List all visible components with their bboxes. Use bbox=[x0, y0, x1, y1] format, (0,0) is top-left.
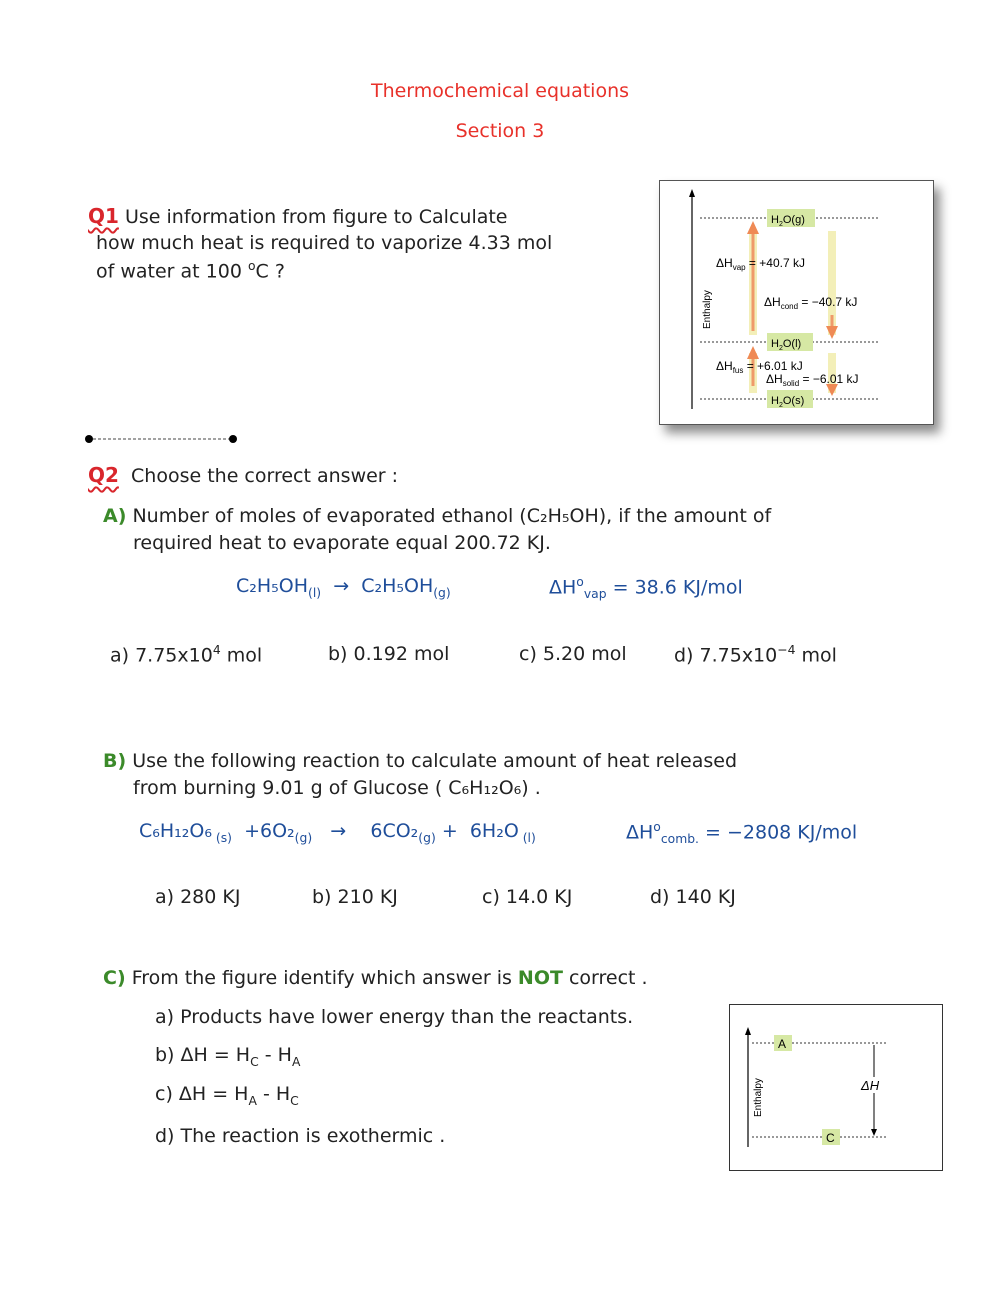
q2c-option-a[interactable]: a) Products have lower energy than the reactants. bbox=[155, 1006, 634, 1028]
q2a-letter: A) bbox=[103, 505, 127, 527]
dh-cond-label: $\Delta H_{cond} = -40.7$ kJ bbox=[764, 295, 858, 311]
not-emphasis: NOT bbox=[517, 967, 563, 989]
section-divider bbox=[84, 433, 240, 445]
liquid-label: $H_2O(l)$ bbox=[771, 338, 802, 352]
q1-line1: Q1 Use information from figure to Calculate bbox=[88, 204, 508, 228]
q2a-option-a[interactable]: a) $7.75x10^4$ mol bbox=[110, 643, 263, 667]
q1-line3: of water at 100 $^o$C ? bbox=[96, 259, 285, 283]
dh-fus-label: $\Delta H_{fus} = +6.01$ kJ bbox=[716, 359, 803, 375]
q2a-line2: required heat to evaporate equal 200.72 KJ. bbox=[133, 532, 551, 554]
q2b-option-a[interactable]: a) 280 KJ bbox=[155, 886, 241, 908]
level-a-label: A bbox=[778, 1037, 787, 1051]
dh-vap-label: $\Delta H_{vap} = +40.7$ kJ bbox=[716, 256, 805, 272]
q1-label: Q1 bbox=[88, 204, 119, 228]
enthalpy-diagram bbox=[730, 1005, 942, 1170]
q2a-line1: A) Number of moles of evaporated ethanol (C₂H₅OH), if the amount of bbox=[103, 505, 772, 527]
vap-arrowhead-icon bbox=[747, 221, 759, 234]
q2-label: Q2 bbox=[88, 463, 119, 487]
axis-arrow-icon bbox=[689, 189, 695, 197]
q2b-letter: B) bbox=[103, 750, 127, 772]
enthalpy-axis-label: Enthalpy bbox=[702, 290, 713, 329]
q2b-enthalpy: $\Delta H^o_{comb.} = -2808$ KJ/mol bbox=[626, 820, 858, 847]
phase-change-figure bbox=[659, 180, 934, 425]
q2b-option-d[interactable]: d) 140 KJ bbox=[650, 886, 736, 908]
q2c-prompt: C) From the figure identify which answer is NOT correct . bbox=[103, 967, 648, 989]
q2b-equation: C₆H₁₂O₆ $_{(s)} +6O_2_{(g)}$ → $6CO_2_{(g)} + 6H_2O$ $_{(l)}$ bbox=[139, 820, 536, 845]
q2a-option-b[interactable]: b) 0.192 mol bbox=[328, 643, 450, 665]
reaction-arrow-icon: → bbox=[330, 820, 347, 842]
q2c-option-c[interactable]: c) $\Delta H = H_A - H_C$ bbox=[155, 1083, 299, 1108]
q2-prompt: Choose the correct answer : bbox=[131, 465, 399, 487]
enthalpy-diagram-figure bbox=[729, 1004, 943, 1171]
section-label: Section 3 bbox=[455, 120, 545, 142]
q2c-letter: C) bbox=[103, 967, 126, 989]
q2a-equation: $C_2H_5OH_{(l)} \to C_2H_5OH_{(g)}$ bbox=[236, 575, 451, 600]
fus-arrowhead-icon bbox=[747, 346, 759, 359]
enthalpy-axis-label: Enthalpy bbox=[753, 1078, 764, 1117]
q2-heading bbox=[88, 463, 398, 487]
q2a-option-c[interactable]: c) 5.20 mol bbox=[519, 643, 627, 665]
solid-label: $H_2O(s)$ bbox=[771, 395, 805, 409]
q2b-line1: B) Use the following reaction to calculate amount of heat released bbox=[103, 750, 738, 772]
axis-arrow-icon bbox=[745, 1027, 751, 1035]
phase-change-diagram bbox=[660, 181, 933, 424]
delta-h-arrowhead-icon bbox=[871, 1129, 877, 1136]
q2b-option-b[interactable]: b) 210 KJ bbox=[312, 886, 398, 908]
q2a-enthalpy: $\Delta H^o_{vap} = 38.6$ KJ/mol bbox=[549, 575, 743, 602]
q2b-option-c[interactable]: c) 14.0 KJ bbox=[482, 886, 573, 908]
q2c-option-d[interactable]: d) The reaction is exothermic . bbox=[155, 1125, 446, 1147]
dh-solid-label: $\Delta H_{solid} = -6.01$ kJ bbox=[766, 372, 859, 388]
level-c-label: C bbox=[826, 1131, 835, 1145]
reaction-arrow-icon: → bbox=[333, 575, 350, 597]
q2c-option-b[interactable]: b) $\Delta H = H_C - H_A$ bbox=[155, 1044, 301, 1069]
delta-h-label: ΔH bbox=[861, 1078, 880, 1093]
page-title: Thermochemical equations bbox=[370, 80, 630, 102]
q2b-line2: from burning 9.01 g of Glucose ( C₆H₁₂O₆) . bbox=[133, 777, 541, 799]
gas-label: $H_2O(g)$ bbox=[771, 214, 805, 228]
q1-line2: how much heat is required to vaporize 4.33 mol bbox=[96, 232, 553, 254]
cond-arrowhead-icon bbox=[826, 326, 838, 339]
q2a-option-d[interactable]: d) $7.75x10^{-4}$ mol bbox=[674, 643, 837, 667]
